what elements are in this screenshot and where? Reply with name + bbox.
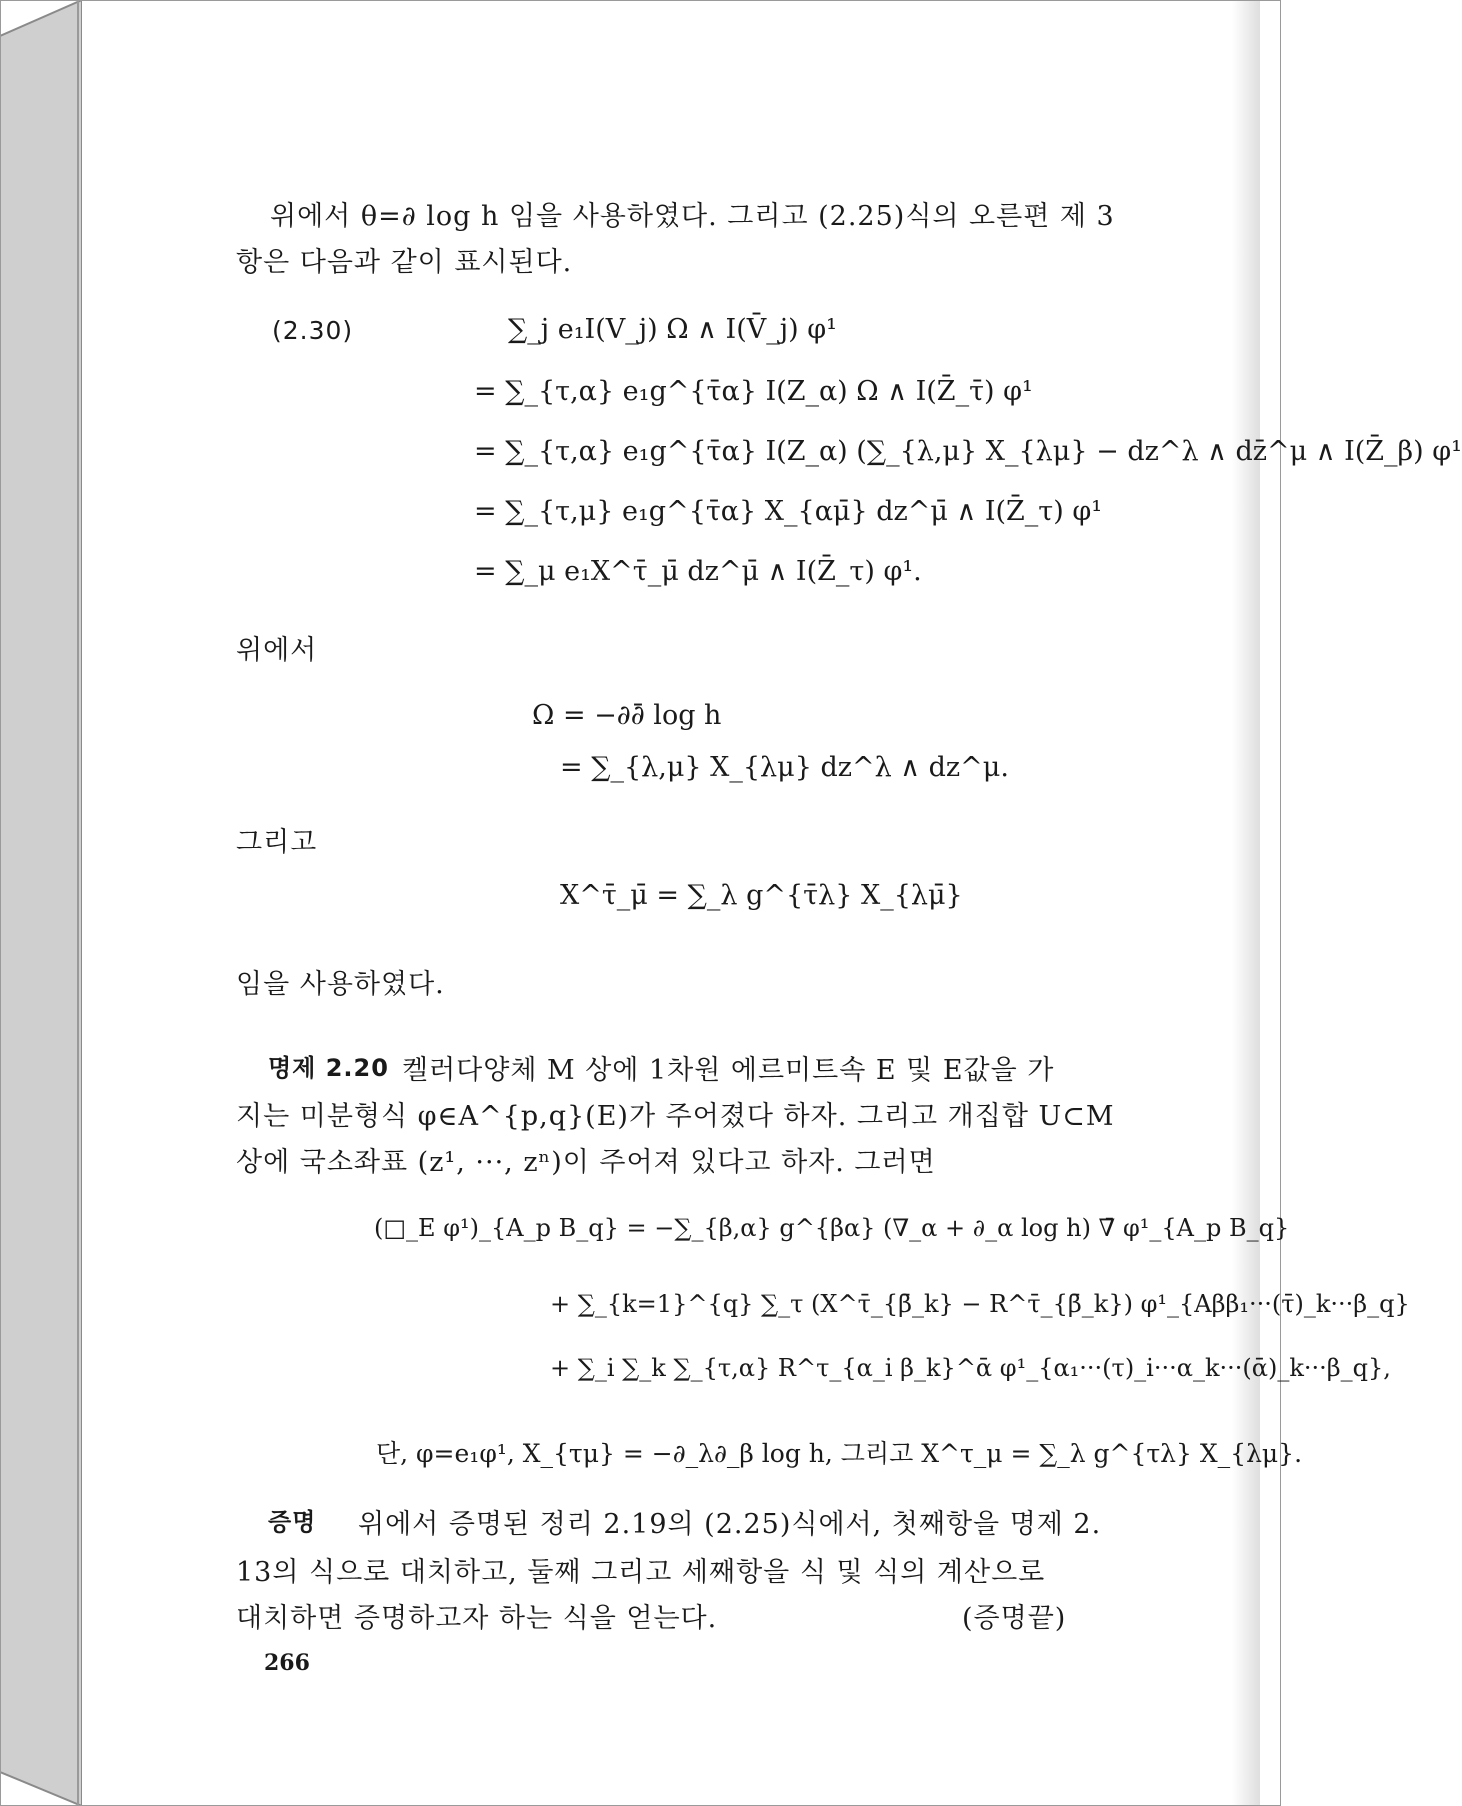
equation-line: = ∑_{τ,μ} e₁g^{τ̄α} X_{αμ̄} dz^μ̄ ∧ I(Z̄_τ) φ¹ [474, 496, 1103, 527]
paragraph-line: 항은 다음과 같이 표시된다. [236, 247, 573, 278]
equation-line: ∑_j e₁I(V_j) Ω ∧ I(V̄_j) φ¹ [508, 314, 837, 345]
paragraph-line: 위에서 증명된 정리 2.19의 (2.25)식에서, 첫째항을 명제 2. [358, 1509, 1102, 1540]
equation-line: + ∑_{k=1}^{q} ∑_τ (X^τ̄_{β̄_k} − R^τ̄_{β̄_k}) φ¹_{Aββ₁···(τ̄)_k···β_q} [550, 1290, 1410, 1318]
paragraph-line: 13의 식으로 대치하고, 둘째 그리고 세째항을 식 및 식의 계산으로 [236, 1557, 1046, 1588]
paragraph-line: 임을 사용하였다. [236, 969, 445, 1000]
paragraph-line: 켈러다양체 M 상에 1차원 에르미트속 E 및 E값을 가 [402, 1055, 1055, 1086]
paragraph-line: 상에 국소좌표 (z¹, ···, zⁿ)이 주어져 있다고 하자. 그러면 [236, 1147, 936, 1178]
equation-line: Ω = −∂∂̄ log h [532, 700, 722, 731]
proposition-heading: 명제 2.20 [268, 1054, 389, 1082]
paragraph-line: 대치하면 증명하고자 하는 식을 얻는다. [236, 1603, 718, 1634]
equation-line: + ∑_i ∑_k ∑_{τ,α} R^τ_{α_i β_k}^ᾱ φ¹_{α₁···(τ)_i···α_k···(ᾱ)_k···β_q}, [550, 1354, 1391, 1382]
label-text: 그리고 [236, 827, 318, 858]
equation-line: = ∑_{λ,μ} X_{λμ} dz^λ ∧ dz^μ. [560, 752, 1009, 783]
page-edge-shadow [1232, 0, 1260, 1806]
equation-line: 단, φ=e₁φ¹, X_{τμ} = −∂_λ∂_β log h, 그리고 X^τ_μ = ∑_λ g^{τλ} X_{λμ}. [376, 1439, 1303, 1468]
equation-line: = ∑_{τ,α} e₁g^{τ̄α} I(Z_α) Ω ∧ I(Z̄_τ̄) φ¹ [474, 376, 1033, 407]
equation-line: (□_E φ¹)_{A_p B_q} = −∑_{β,α} g^{βα} (∇_α + ∂_α log h) ∇̄ φ¹_{A_p B_q} [374, 1214, 1290, 1242]
book-spine-edge [0, 0, 82, 1806]
proof-heading: 증명 [268, 1508, 317, 1536]
equation-line: = ∑_{τ,α} e₁g^{τ̄α} I(Z_α) (∑_{λ,μ} X_{λμ} − dz^λ ∧ dz̄^μ ∧ I(Z̄_β) φ¹ [474, 436, 1462, 467]
qed-mark: (증명끝) [962, 1603, 1067, 1634]
equation-line: X^τ̄_μ̄ = ∑_λ g^{τ̄λ} X_{λμ̄} [560, 880, 963, 911]
page-number: 266 [264, 1650, 310, 1676]
equation-line: = ∑_μ e₁X^τ̄_μ̄ dz^μ̄ ∧ I(Z̄_τ) φ¹. [474, 556, 922, 587]
paragraph-line: 지는 미분형식 φ∈A^{p,q}(E)가 주어졌다 하자. 그리고 개집합 U⊂M [236, 1101, 1115, 1132]
label-text: 위에서 [236, 635, 318, 666]
paragraph-line: 위에서 θ=∂ log h 임을 사용하였다. 그리고 (2.25)식의 오른편 제 3 [270, 201, 1115, 232]
equation-number: (2.30) [272, 316, 354, 345]
